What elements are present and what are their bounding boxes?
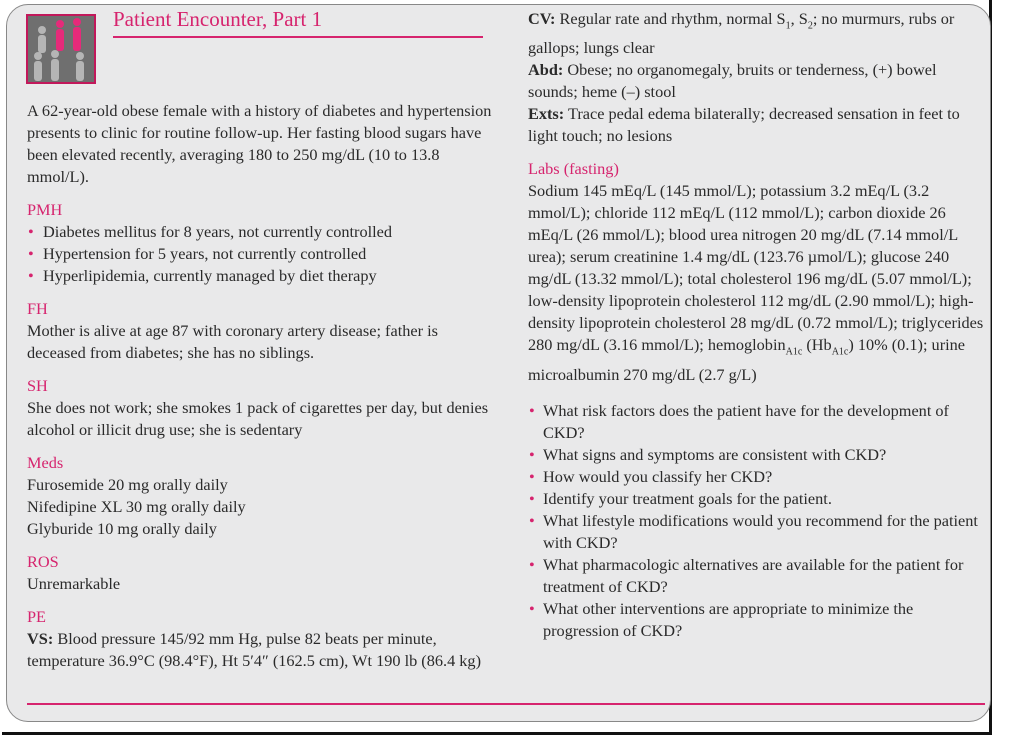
abd-text (528, 59, 988, 103)
list-item: • Diabetes mellitus for 8 years, not currently controlled (27, 221, 497, 243)
fh-text: Mother is alive at age 87 with coronary artery disease; father is deceased from diabetes; she has no siblings. (27, 321, 438, 362)
abd-value: Obese; no organomegaly, bruits or tenderness, (+) bowel sounds; heme (–) stool (528, 60, 937, 102)
labs-value: Sodium 145 mEq/L (145 mmol/L); potassium 3.2 mEq/L (3.2 mmol/L); chloride 112 mEq/L (112 mmol/L); carbon dioxide 26 mEq/L (26 mmol/L); blood urea nitrogen 20 mg/dL (7.14 mmol/L urea); serum creatinine 1.4 mg/dL (123.76 µmol/L); glucose 240 mg/dL (13.32 mmol/L); total cholesterol 196 mg/dL (5.07 mmol/L); low-density lipoprotein cholesterol 112 mg/dL (2.90 mmol/L); high-density lipoprotein cholesterol 28 mg/dL (0.72 mmol/L); triglycerides 280 mg/dL (3.16 mmol/L); hemoglobin (528, 181, 984, 355)
sh-text: She does not work; she smokes 1 pack of cigarettes per day, but denies alcohol or illicit drug use; she is sedentary (27, 398, 489, 439)
fh-heading: FH (27, 299, 48, 318)
cv-value-end: ; no murmurs, rubs or gallops; lungs clear (528, 9, 955, 58)
questions-list (528, 400, 988, 642)
meds-heading: Meds (27, 453, 64, 472)
pe-heading: PE (27, 607, 47, 626)
question-item: • How would you classify her CKD? (528, 466, 988, 488)
bottom-divider (27, 703, 985, 705)
labs-heading: Labs (fasting) (528, 159, 619, 179)
med-item: Nifedipine XL 30 mg orally daily (27, 497, 246, 516)
ros-heading: ROS (27, 552, 59, 571)
sh-heading: SH (27, 376, 48, 395)
vs-value: Blood pressure 145/92 mm Hg, pulse 82 beats per minute, temperature 36.9°C (98.4°F), Ht 5′4″ (162.5 cm), Wt 190 lb (86.4 kg) (27, 629, 481, 670)
cv-value-mid: , S (790, 9, 808, 28)
right-column (528, 8, 988, 642)
question-item: • What signs and symptoms are consistent with CKD? (528, 444, 988, 466)
question-item: • What risk factors does the patient have for the development of CKD? (528, 400, 988, 444)
cv-value: Regular rate and rhythm, normal S (559, 9, 786, 28)
s1-sub: 1 (785, 20, 791, 32)
vs-label: VS: (27, 629, 54, 648)
ros-text: Unremarkable (27, 574, 121, 593)
list-item: • Hyperlipidemia, currently managed by diet therapy (27, 265, 497, 287)
abd-label: Abd: (528, 60, 564, 80)
question-item: • Identify your treatment goals for the patient. (528, 488, 988, 510)
labs-value-end: ) 10% (0.1); urine microalbumin 270 mg/dL (2.7 g/L) (528, 335, 966, 384)
intro-paragraph: A 62-year-old obese female with a history of diabetes and hypertension presents to clinic for routine follow-up. Her fasting blood sugars have been elevated recently, averaging 180 to 250 mg/dL (10 to 13.8 mmol/L). (27, 101, 492, 186)
med-item: Furosemide 20 mg orally daily (27, 475, 228, 494)
cv-text (528, 8, 988, 59)
people-icon (26, 14, 96, 84)
vs-text (27, 628, 497, 672)
list-item: • Hypertension for 5 years, not currently controlled (27, 243, 497, 265)
cv-label: CV: (528, 9, 556, 28)
a1c-sub-2: A1c (831, 346, 849, 358)
labs-text (528, 180, 988, 385)
question-item: • What lifestyle modifications would you recommend for the patient with CKD? (528, 510, 988, 554)
question-item: • What other interventions are appropriate to minimize the progression of CKD? (528, 598, 988, 642)
a1c-sub: A1c (785, 346, 803, 358)
left-column (27, 100, 497, 672)
exts-value: Trace pedal edema bilaterally; decreased sensation in feet to light touch; no lesions (528, 104, 960, 146)
s2-sub: 2 (807, 20, 813, 32)
question-item: • What pharmacologic alternatives are available for the patient for treatment of CKD? (528, 554, 988, 598)
page-title: Patient Encounter, Part 1 (113, 7, 483, 38)
labs-hb: (Hb (802, 335, 832, 355)
exts-label: Exts: (528, 104, 565, 124)
med-item: Glyburide 10 mg orally daily (27, 519, 217, 538)
pmh-heading: PMH (27, 200, 63, 219)
exts-text (528, 103, 988, 147)
